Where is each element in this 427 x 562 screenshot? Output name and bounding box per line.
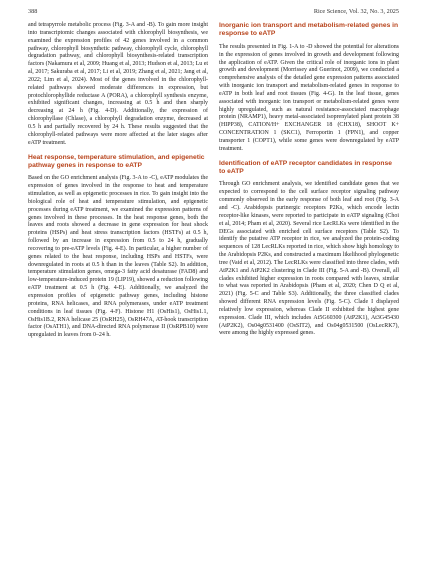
paragraph-eatp-receptor: Through GO enrichment analysis, we identified candidate genes that we expected to correspond to the cell surface receptor signaling pathway commonly observed in the early response of both leaf and root (Fig. 3-A and -C). Arabidopsis purinergic receptors P2Ks, which encode lectin receptor-like kinases, were reported to participate in eATP signaling (Choi et al, 2014; Pham et al, 2020). Several rice LecRLKs were identified in the DEGs associated with enriched cell surface receptors (Table S2). To identify the putative ATP receptor in rice, we analyzed the protein-coding sequences of 128 LecRLKs reported in rice, which show high homology to the Arabidopsis P2Ks, and constructed a maximum likelihood phylogenetic tree (Vaid et al, 2012). The LecRLKs were classified into three clades, with AtP2K1 and AtP2K2 clustering in Clade III (Fig. 5-A and -B). Overall, all clades exhibited higher expression in roots compared with leaves, similar to what was reported in Arabidopsis (Pham et al, 2020; Chen D Q et al, 2021) (Fig. 5-C and Table S3). Additionally, the three classified clades showed different RNA expression levels (Fig. 5-C). Clade I displayed relatively low expression, whereas Clade II exhibited the highest gene expression. Clade III, which includes At5G60300 (AtP2K1), At3G45430 (AtP2K2), Os04g0531400 (OsSIT2), and Os04g0531500 (OsLecRK7), were among the highly expressed genes.: [219, 181, 399, 337]
page-header: [28, 8, 399, 18]
journal-citation: Rice Science, Vol. 32, No. 3, 2025: [313, 8, 399, 15]
paragraph-inorganic-ion: The results presented in Fig. 1-A to -D showed the potential for alterations in the expression of genes involved in growth and development following the application of eATP. Given the critical role of inorganic ions in plant growth and development (Morrissey and Guerinot, 2009), we conducted a comprehensive analysis of the detailed gene expression patterns associated with inorganic ion transport and metabolism-related genes in response to eATP in both leaf and root tissues (Fig. 4-G). In the leaf tissue, genes associated with inorganic ion transport or metabolism-related genes were highly upregulated, such as natural resistance-associated macrophage protein (NRAMP1), heavy metal-associated isoprenylated plant protein 38 (HIPP38), CATION/H+ EXCHANGER 18 (CHX18), SHOOT K+ CONCENTRATION 1 (SKC1), Ferroportin 1 (FPN1), and copper transporter 1 (COPT1), while some genes were downregulated by eATP treatment.: [219, 43, 399, 152]
paragraph-heat-response: Based on the GO enrichment analysis (Fig. 3-A to -C), eATP modulates the expression of genes involved in the response to heat and temperature stimulation, as well as epigenetic processes in rice. To gain insight into the biological role of heat and temperature stimulation, and epigenetic processes during eATP treatment, we examined the expression patterns of genes involved in these processes. In the heat response genes, both the leaves and roots showed a decrease in gene expression for heat shock proteins (HSPs) and heat stress transcription factors (HSTFs) at 0.5 h, followed by an increase in expression from 0.5 to 24 h, gradually recovering to pre-eATP levels (Fig. 4-E). In particular, a higher number of genes related to the heat response, including HSPs and HSTFs, were downregulated in roots at 0.5 h than in the leaves (Table S2). In addition, temperature stimulation genes, omega-3 fatty acid desaturase (FAD8) and low-temperature-induced protein 19 (LIP19), showed a reduction following eATP treatment at 0.5 h (Fig. 4-E). Additionally, we analyzed the expression profiles of epigenetic pathway genes, including histone proteins, RNA helicases, and RNA polymerases, under eATP treatment conditions in leaf tissues (Fig. 4-F). Histone H1 (OsHis1), OsHis1.1, OsHis1B.2, RNA helicase 25 (OsRH25), OsRH47A, AT-hook transcription factor (OsATH1), and DNA-directed RNA polymerase II (OsRPB10) were upregulated in leaves from 0–24 h.: [28, 175, 208, 339]
section-heading-inorganic-ion: Inorganic ion transport and metabolism-related genes in response to eATP: [219, 22, 399, 38]
section-heading-eatp-receptor: Identification of eATP receptor candidates in response to eATP: [219, 159, 392, 176]
page-number: 388: [28, 8, 38, 15]
right-column: [219, 22, 399, 343]
paragraph-chlorophyll: and tetrapyrrole metabolic process (Fig. 3-A and -B). To gain more insight into transcriptomic changes associated with chlorophyll biosynthesis, we examined the expression profiles of 42 genes involved in a common pathway, chlorophyll biosynthetic pathway, chlorophyll cycle, chlorophyll degradation pathway, and chlorophyll biosynthesis-related transcription factors (Nakamura et al, 2009; Huang et al, 2013; Hudson et al, 2013; Lu et al, 2017; Sakuraba et al, 2017; Li et al, 2019; Zhang et al, 2021; Jang et al, 2022; Lim et al, 2024). Most of the genes involved in the chlorophyll-related pathways showed moderate differences in expression, but protochlorophyllide reductase A (PORA), a chlorophyll synthesis enzyme, exhibited significant changes, increasing at 0.5 h and then sharply decreasing at 24 h (Fig. 4-D). Additionally, the expression of chlorophyllase (Chlase), a chlorophyll degradation enzyme, decreased at 0.5 h and partially recovered by 24 h. These results suggested that the chlorophyll-related pathways were more affected at the later stages after eATP treatment.: [28, 22, 208, 146]
left-column: [28, 22, 208, 345]
section-heading-heat-response: Heat response, temperature stimulation, and epigenetic pathway genes in response to eATP: [28, 153, 205, 169]
